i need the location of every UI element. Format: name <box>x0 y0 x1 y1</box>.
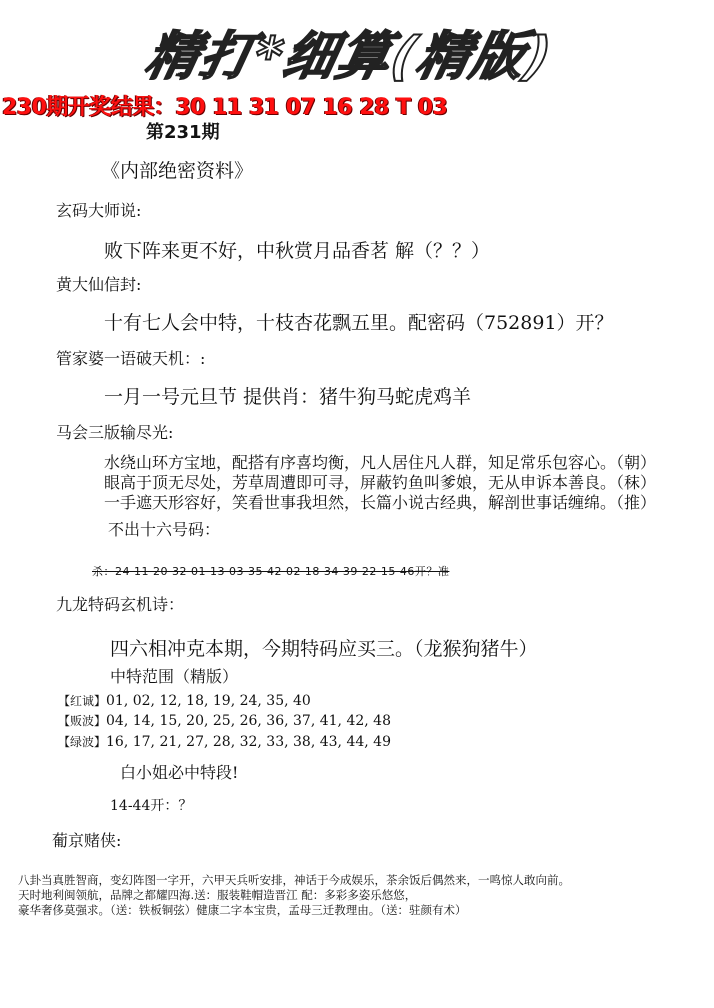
housekeeper-text: 一月一号元旦节 提供肖：猪牛狗马蛇虎鸡羊 <box>104 386 472 408</box>
previous-result: 230期开奖结果：30 11 31 07 16 28 T 03 <box>2 95 448 120</box>
footer-line: 八卦当真胜智商，变幻阵图一字开，六甲天兵听安排，神话于今成娱乐，茶余饭后偶然来，一鸣惊人敢向前。 <box>18 873 570 887</box>
nine-dragon-label: 九龙特码玄机诗： <box>56 595 185 614</box>
not-sixteen-label: 不出十六号码： <box>108 520 221 539</box>
range-numbers: 01, 02, 12, 18, 19, 24, 35, 40 <box>106 693 311 709</box>
range-row-green <box>58 733 391 750</box>
nine-dragon-text: 四六相冲克本期，今期特码应买三。（龙猴狗猪牛） <box>110 638 538 660</box>
range-label: 【绿波】 <box>58 735 107 749</box>
envelope-text: 十有七人会中特，十枝杏花飘五里。配密码（752891）开？ <box>104 312 614 334</box>
footer-line: 豪华奢侈莫强求。（送：铁板铜弦）健康二字本宝贵，孟母三迁教理由。（送：驻颜有术） <box>18 903 467 917</box>
range-numbers: 16, 17, 21, 27, 28, 32, 33, 38, 43, 44, 49 <box>106 734 391 750</box>
envelope-label: 黄大仙信封: <box>56 275 142 294</box>
range-row-red <box>58 692 311 709</box>
master-text: 败下阵来更不好，中秋赏月品香茗 解（？？） <box>104 240 491 262</box>
range-numbers: 04, 14, 15, 20, 25, 26, 36, 37, 41, 42, 48 <box>106 713 391 729</box>
poem-line: 眼高于顶无尽处，芳草周遭即可寻，屏蔽钓鱼叫爹娘，无从申诉本善良。（秣） <box>104 473 657 492</box>
range-label: 【贩波】 <box>58 714 107 728</box>
segment-text: 14-44开：？ <box>110 798 193 814</box>
poem-line: 一手遮天形容好，笑看世事我坦然，长篇小说古经典，解剖世事话缠绵。（推） <box>104 493 657 512</box>
internal-title: 《内部绝密资料》 <box>101 160 254 182</box>
master-label: 玄码大师说: <box>56 201 142 220</box>
range-label: 【红诚】 <box>58 694 107 708</box>
issue-number: 第231期 <box>146 122 220 143</box>
mahui-label: 马会三版输尽光: <box>56 423 174 442</box>
white-girl-text: 白小姐必中特段! <box>120 763 239 782</box>
poem-line: 水绕山环方宝地，配搭有序喜均衡，凡人居住凡人群，知足常乐包容心。（朝） <box>104 453 657 472</box>
range-title: 中特范围（精版） <box>110 667 239 686</box>
footer-line: 天时地利闽领航，品牌之都耀四海.送：服装鞋帽造晋江 配：多彩多姿乐悠悠， <box>18 888 417 902</box>
housekeeper-label: 管家婆一语破天机：: <box>56 349 206 368</box>
macau-label: 葡京赌侠: <box>52 831 122 850</box>
title-art: 精打*细算(精版) <box>140 27 558 87</box>
struck-numbers: 杀：24 11 20 32 01 13 03 35 42 02 18 34 39 22 15 46开？准 <box>92 565 450 578</box>
range-row-fan <box>58 712 391 729</box>
